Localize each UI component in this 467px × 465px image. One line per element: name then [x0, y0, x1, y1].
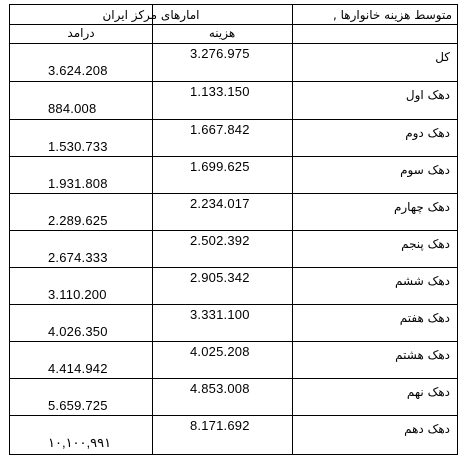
row-label: دهک پنجم [401, 237, 450, 251]
source-header: امارهای مرکز ایران [102, 8, 200, 22]
income-value: 4.414.942 [48, 361, 108, 376]
expense-value: 1.133.150 [190, 84, 250, 99]
avg-expense-header: متوسط هزینه خانوارها , [332, 8, 452, 22]
row-label: دهک اول [405, 88, 450, 102]
income-value: 4.026.350 [48, 324, 108, 339]
expense-value: 8.171.692 [190, 418, 250, 433]
income-value: 884.008 [48, 101, 97, 116]
row-divider [10, 304, 457, 305]
row-divider [10, 230, 457, 231]
row-divider [10, 119, 457, 120]
income-value: 5.659.725 [48, 398, 108, 413]
expense-value: 4.025.208 [190, 344, 250, 359]
row-label: دهک سوم [400, 163, 450, 177]
income-value: ۱۰,۱۰۰,۹۹۱ [48, 435, 112, 450]
expense-value: 1.699.625 [190, 159, 250, 174]
row-divider [10, 378, 457, 379]
row-label: دهک دهم [404, 422, 450, 436]
expense-value: 2.234.017 [190, 196, 250, 211]
income-header: درامد [67, 26, 95, 40]
row-divider [10, 193, 457, 194]
row-label: کل [435, 50, 450, 64]
row-divider [10, 156, 457, 157]
expense-header: هزینه [208, 26, 236, 40]
row-label: دهک دوم [405, 126, 450, 140]
expense-value: 3.331.100 [190, 307, 250, 322]
income-value: 2.289.625 [48, 213, 108, 228]
row-label: دهک چهارم [393, 200, 450, 214]
row-label: دهک هفتم [399, 311, 450, 325]
row-label: دهک هشتم [395, 348, 450, 362]
expense-value: 2.502.392 [190, 233, 250, 248]
income-value: 1.530.733 [48, 139, 108, 154]
data-table [9, 4, 458, 455]
income-value: 3.624.208 [48, 63, 108, 78]
row-divider [10, 341, 457, 342]
income-value: 2.674.333 [48, 250, 108, 265]
header-divider [10, 24, 457, 25]
expense-value: 3.276.975 [190, 46, 250, 61]
row-label: دهک نهم [406, 385, 450, 399]
expense-value: 1.667.842 [190, 122, 250, 137]
row-divider [10, 81, 457, 82]
row-divider [10, 415, 457, 416]
row-divider [10, 267, 457, 268]
row-label: دهک ششم [395, 274, 450, 288]
subheader-divider [10, 43, 457, 44]
income-value: 3.110.200 [48, 287, 107, 302]
expense-value: 2.905.342 [190, 270, 250, 285]
income-value: 1.931.808 [48, 176, 108, 191]
expense-value: 4.853.008 [190, 381, 250, 396]
